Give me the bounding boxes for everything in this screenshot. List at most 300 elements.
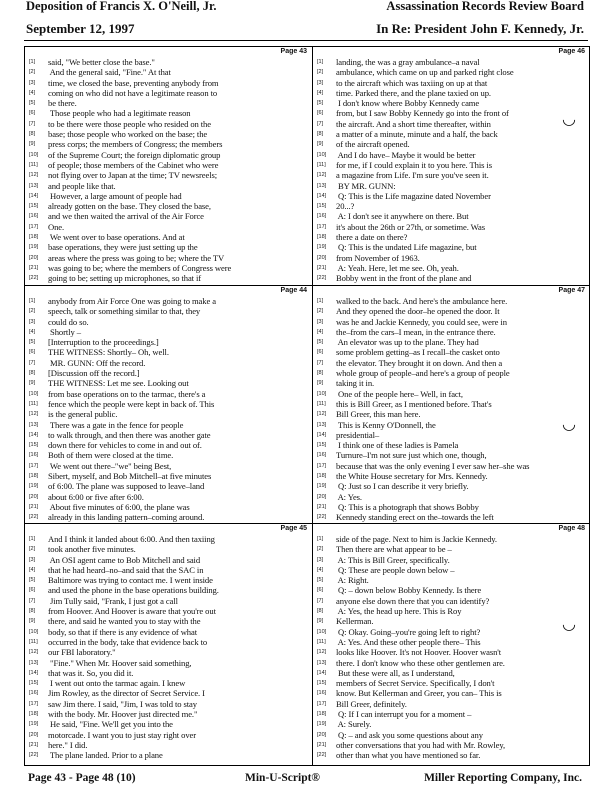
transcript-line [315,544,589,554]
transcript-line [27,160,311,170]
transcript-line [315,565,589,575]
line-number: [17] [29,223,39,230]
transcript-line [315,409,589,419]
line-number: [12] [29,649,39,656]
line-number: [17] [29,700,39,707]
line-text: Q: Okay. Going–you're going left to right? [336,626,481,637]
line-number: [17] [317,223,327,230]
line-text: saw Jim there. I said, "Jim, I was told to stay [48,698,197,709]
transcript-line [27,88,311,98]
line-text: And I think it landed about 6:00. And then taxiing [48,534,215,544]
line-number: [20] [317,493,327,500]
transcript-line [315,306,589,316]
line-text: know. But Kellerman and Greer, you can– This is [336,688,502,699]
transcript-line [315,389,589,399]
line-number: [19] [29,244,39,251]
transcript-line [27,242,311,252]
transcript-line [27,688,311,698]
transcript-line [27,378,311,388]
line-number: [18] [29,711,39,718]
line-text: already in this landing pattern–coming around. [48,512,205,523]
line-number: [9] [29,618,36,625]
line-number: [20] [317,731,327,738]
transcript-line [27,585,311,595]
line-number: [19] [317,483,327,490]
line-text: "Fine." When Mr. Hoover said something, [48,657,192,668]
line-text: from, but I saw Bobby Kennedy go into the front of [336,108,509,119]
line-text: motorcade. I want you to just stay right over [48,729,197,740]
case-name: In Re: President John F. Kennedy, Jr. [376,21,584,36]
line-number: [3] [317,79,324,86]
transcript-line [315,211,589,221]
line-number: [9] [317,380,324,387]
line-text: of the Supreme Court; the foreign diplomatic group [48,149,221,160]
line-number: [4] [317,89,324,96]
line-number: [12] [317,649,327,656]
line-text: and people like that. [48,180,116,191]
line-number: [19] [317,721,327,728]
line-number: [18] [317,473,327,480]
line-text: looks like Hoover. It's not Hoover. Hoover wasn't [336,647,502,658]
line-number: [8] [29,131,36,138]
line-text: the–from the cars–I mean, in the entrance there. [336,326,496,337]
line-text: Baltimore was trying to contact me. I went inside [48,575,213,586]
line-text: BY MR. GUNN: [336,180,396,191]
transcript-line [27,627,311,637]
line-text: An elevator was up to the plane. They had [336,337,479,348]
line-number: [12] [317,411,327,418]
transcript-line [315,709,589,719]
transcript-line [315,575,589,585]
line-number: [15] [29,203,39,210]
line-number: [8] [317,608,324,615]
transcript-line [315,337,589,347]
transcript-line [315,688,589,698]
line-text: time. Parked there, and the plane taxied on up. [336,87,491,98]
line-text: members of Secret Service. Specifically, I don't [336,678,495,689]
column-divider [312,47,313,765]
line-text: the aircraft. And a short time thereafter, within [336,118,491,129]
line-number: [12] [29,411,39,418]
line-number: [15] [317,442,327,449]
transcript-line [27,750,311,760]
line-text: other than what you have mentioned so far. [336,750,481,761]
transcript-line [315,273,589,283]
line-number: [11] [29,161,38,168]
line-number: [5] [29,577,36,584]
line-number: [14] [29,192,39,199]
transcript-line [315,150,589,160]
line-text: A: Surely. [336,719,372,730]
transcript-line [315,129,589,139]
page-range: Page 43 - Page 48 (10) [28,772,136,784]
line-number: [13] [317,421,327,428]
transcript-line [27,317,311,327]
line-number: [15] [29,680,39,687]
transcript-page-44 [27,286,311,523]
line-text: was he and Jackie Kennedy, you could see, were in [336,316,507,327]
transcript-line [315,327,589,337]
reporting-company: Miller Reporting Company, Inc. [424,772,582,784]
line-number: [21] [317,741,327,748]
line-number: [17] [29,462,39,469]
transcript-line [27,211,311,221]
line-number: [5] [29,339,36,346]
transcript-line [27,191,311,201]
transcript-line [27,139,311,149]
line-text: from base operations on to the tarmac, there's a [48,388,206,399]
transcript-line [315,98,589,108]
line-text: MR. GUNN: Off the record. [48,357,146,368]
line-text: the White House secretary for Mrs. Kennedy. [336,471,488,482]
line-text: from November of 1963. [336,252,420,263]
line-number: [8] [317,131,324,138]
transcript-line [27,57,311,67]
line-number: [1] [29,298,36,304]
line-number: [18] [317,234,327,241]
line-text: it's about the 26th or 27th, or sometime. Was [336,221,485,232]
line-text: side of the page. Next to him is Jackie Kennedy. [336,534,497,544]
transcript-line [27,575,311,585]
transcript-line [27,170,311,180]
transcript-line [315,181,589,191]
line-number: [7] [317,120,324,127]
page-number: Page 47 [558,287,585,294]
page-header [0,0,612,44]
transcript-line [315,471,589,481]
line-text: is the general public. [48,409,118,420]
line-text: Q: This is a photograph that shows Bobby [336,501,479,512]
line-text: walked to the back. And here's the ambulance here. [336,296,508,306]
publisher-brand: Min-U-Script® [245,772,321,784]
line-text: He said, "Fine. We'll get you into the [48,719,173,730]
line-text: whole group of people–and here's a group of people [336,368,510,379]
line-number: [7] [317,359,324,366]
line-text: A: Right. [336,575,369,586]
transcript-line [315,534,589,544]
line-number: [22] [317,752,327,759]
transcript-line [27,399,311,409]
line-number: [13] [29,659,39,666]
line-text: Then there are what appear to be – [336,544,452,555]
transcript-line [27,668,311,678]
transcript-line [27,119,311,129]
line-text: Jim Rowley, as the director of Secret Service. I [48,688,205,699]
transcript-line [27,358,311,368]
line-number: [3] [29,79,36,86]
line-number: [8] [29,370,36,377]
transcript-line [315,678,589,688]
line-number: [16] [317,452,327,459]
transcript-line [27,181,311,191]
transcript-line [27,327,311,337]
transcript-line [315,450,589,460]
transcript-line [315,502,589,512]
line-number: [18] [317,711,327,718]
transcript-line [315,170,589,180]
line-number: [2] [317,546,324,553]
line-number: [7] [29,359,36,366]
transcript-line [315,191,589,201]
transcript-line [27,273,311,283]
transcript-page-47 [315,286,589,523]
transcript-line [27,461,311,471]
transcript-line [27,730,311,740]
line-number: [18] [29,473,39,480]
transcript-line [27,306,311,316]
line-number: [5] [29,100,36,107]
line-text: our FBI laboratory." [48,647,116,658]
line-number: [4] [29,328,36,335]
transcript-line [315,606,589,616]
transcript-line [315,481,589,491]
line-text: Sibert, myself, and Bob Mitchell–at five minutes [48,471,212,482]
line-number: [12] [317,172,327,179]
transcript-line [27,67,311,77]
transcript-line [27,565,311,575]
page-footer [0,772,612,790]
transcript-line [315,317,589,327]
line-text: The plane landed. Prior to a plane [48,750,163,761]
line-text: the elevator. They brought it on down. And then a [336,357,503,368]
line-number: [4] [29,566,36,573]
line-text: with the body. Mr. Hoover just directed me." [48,709,198,720]
line-text: a magazine from Life. I'm sure you've seen it. [336,170,489,181]
line-text: Q: – and ask you some questions about any [336,729,483,740]
line-number: [21] [29,503,39,510]
line-number: [7] [317,597,324,604]
line-text: here." I did. [48,739,88,750]
line-number: [11] [29,400,38,407]
line-number: [14] [317,431,327,438]
transcript-line [27,337,311,347]
line-text: A: Yeah. Here, let me see. Oh, yeah. [336,262,459,273]
board-name: Assassination Records Review Board [386,0,584,13]
line-number: [2] [29,69,36,76]
line-number: [19] [317,244,327,251]
transcript-line [27,596,311,606]
transcript-line [27,450,311,460]
line-text: Kellerman. [336,616,374,627]
line-text: A: Yes. [336,491,362,502]
line-number: [9] [29,141,36,148]
line-number: [20] [29,731,39,738]
transcript-line [27,616,311,626]
transcript-line [27,440,311,450]
line-text: Bill Greer, this man here. [336,409,421,420]
line-text: of 6:00. The plane was supposed to leave–land [48,481,205,492]
line-text: Q: – down below Bobby Kennedy. Is there [336,585,482,596]
line-number: [17] [317,462,327,469]
line-text: anybody from Air Force One was going to make a [48,296,216,306]
transcript-line [27,222,311,232]
transcript-page-48 [315,524,589,764]
transcript-line [315,358,589,368]
line-number: [10] [317,628,327,635]
line-text: to the aircraft which was taxiing on up at that [336,77,488,88]
line-number: [11] [317,400,326,407]
transcript-line [27,678,311,688]
line-number: [13] [29,421,39,428]
transcript-line [315,750,589,760]
line-text: Q: Just so I can describe it very briefly. [336,481,469,492]
line-number: [6] [29,349,36,356]
line-number: [2] [317,69,324,76]
line-number: [10] [317,390,327,397]
line-number: [5] [317,100,324,107]
line-number: [22] [29,752,39,759]
line-text: One of the people here– Well, in fact, [336,388,463,399]
line-text: down there for vehicles to come in and out of. [48,440,202,451]
transcript-line [315,67,589,77]
line-text: There was a gate in the fence for people [48,419,184,430]
transcript-line [27,430,311,440]
line-text: be there. [48,98,77,109]
line-number: [10] [29,151,39,158]
line-number: [14] [317,192,327,199]
line-text: We went over to base operations. And at [48,232,185,243]
line-number: [2] [29,308,36,315]
line-text: anyone else down there that you can identify? [336,595,490,606]
line-number: [13] [29,182,39,189]
line-text: speech, talk or something similar to that, they [48,306,201,317]
line-text: Kennedy standing erect on the–towards the left [336,512,494,523]
transcript-line [315,88,589,98]
line-text: other conversations that you had with Mr. Rowley, [336,739,506,750]
line-number: [4] [317,566,324,573]
line-number: [10] [317,151,327,158]
line-number: [13] [317,659,327,666]
line-text: I went out onto the tarmac again. I knew [48,678,186,689]
line-text: Turnure–I'm not sure just which one, though, [336,450,487,461]
line-text: there. I don't know who these other gentlemen are. [336,657,505,668]
line-text: there, and said he wanted you to stay with the [48,616,201,627]
transcript-line [27,78,311,88]
transcript-line [315,585,589,595]
deposition-date: September 12, 1997 [26,21,135,36]
line-text: occurred in the body, take that evidence back to [48,636,208,647]
line-number: [5] [317,577,324,584]
margin-mark-icon: ◡ [562,414,576,433]
line-text: One. [48,221,65,232]
transcript-line [27,389,311,399]
transcript-line [27,471,311,481]
line-text: that was it. So, you did it. [48,667,134,678]
transcript-line [315,108,589,118]
line-number: [8] [29,608,36,615]
line-number: [6] [317,587,324,594]
page-number: Page 46 [558,48,585,55]
line-text: But these were all, as I understand, [336,667,455,678]
line-number: [22] [29,514,39,521]
line-text: press corps; the members of Congress; the members [48,139,223,150]
transcript-line [315,399,589,409]
transcript-line [27,409,311,419]
transcript-line [315,296,589,306]
transcript-line [315,201,589,211]
line-number: [21] [317,264,327,271]
line-number: [15] [317,203,327,210]
line-text: THE WITNESS: Let me see. Looking out [48,378,189,389]
transcript-line [27,368,311,378]
line-number: [8] [317,370,324,377]
transcript-line [27,150,311,160]
line-number: [6] [29,110,36,117]
line-number: [9] [317,141,324,148]
transcript-line [27,263,311,273]
line-text: not flying over to Japan at the time; TV newsreels; [48,170,218,181]
line-number: [9] [29,380,36,387]
line-number: [13] [317,182,327,189]
line-number: [15] [29,442,39,449]
line-number: [20] [29,254,39,261]
line-text: and used the phone in the base operations building. [48,585,219,596]
line-text: because that was the only evening I ever saw her–she was [336,460,530,471]
line-text: Those people who had a legitimate reason [48,108,191,119]
line-number: [16] [317,690,327,697]
line-text: Bobby went in the front of the plane and [336,273,472,284]
line-number: [3] [29,318,36,325]
transcript-line [27,481,311,491]
transcript-line [27,555,311,565]
line-number: [2] [317,308,324,315]
line-text: time, we closed the base, preventing anybody from [48,77,219,88]
line-text: A: Yes, the head up here. This is Roy [336,606,462,617]
line-text: And I do have– Maybe it would be better [336,149,476,160]
transcript-line [27,647,311,657]
transcript-line [315,461,589,471]
line-number: [19] [29,721,39,728]
line-text: We went out there–"we" being Best, [48,460,172,471]
line-number: [16] [29,213,39,220]
transcript-line [315,512,589,522]
line-text: I think one of these ladies is Pamela [336,440,459,451]
line-number: [22] [29,275,39,282]
line-text: taking it in. [336,378,375,389]
line-number: [3] [29,556,36,563]
line-number: [1] [29,59,36,65]
page-number: Page 45 [280,525,307,532]
transcript-line [27,129,311,139]
line-text: for me, if I could explain it to you here. This is [336,159,492,170]
transcript-line [315,719,589,729]
line-text: coming on who did not have a legitimate reason to [48,87,218,98]
transcript-line [27,544,311,554]
line-number: [21] [317,503,327,510]
line-number: [6] [29,587,36,594]
line-number: [2] [29,546,36,553]
line-text: And they opened the door–he opened the door. It [336,306,500,317]
transcript-line [315,699,589,709]
line-number: [21] [29,264,39,271]
line-text: presidential– [336,429,380,440]
line-text: said, "We better close the base." [48,57,155,67]
line-number: [10] [29,390,39,397]
line-text: Q: This is the undated Life magazine, but [336,242,477,253]
line-number: [17] [317,700,327,707]
line-text: already gotten on the base. They closed the base, [48,201,211,212]
transcript-line [27,709,311,719]
transcript-line [27,512,311,522]
line-number: [20] [29,493,39,500]
line-text: This is Kenny O'Donnell, the [336,419,436,430]
transcript-line [315,160,589,170]
line-text: A: Yes. And these other people there– This [336,636,481,647]
transcript-line [27,502,311,512]
line-number: [11] [317,638,326,645]
transcript-line [27,232,311,242]
transcript-line [315,668,589,678]
